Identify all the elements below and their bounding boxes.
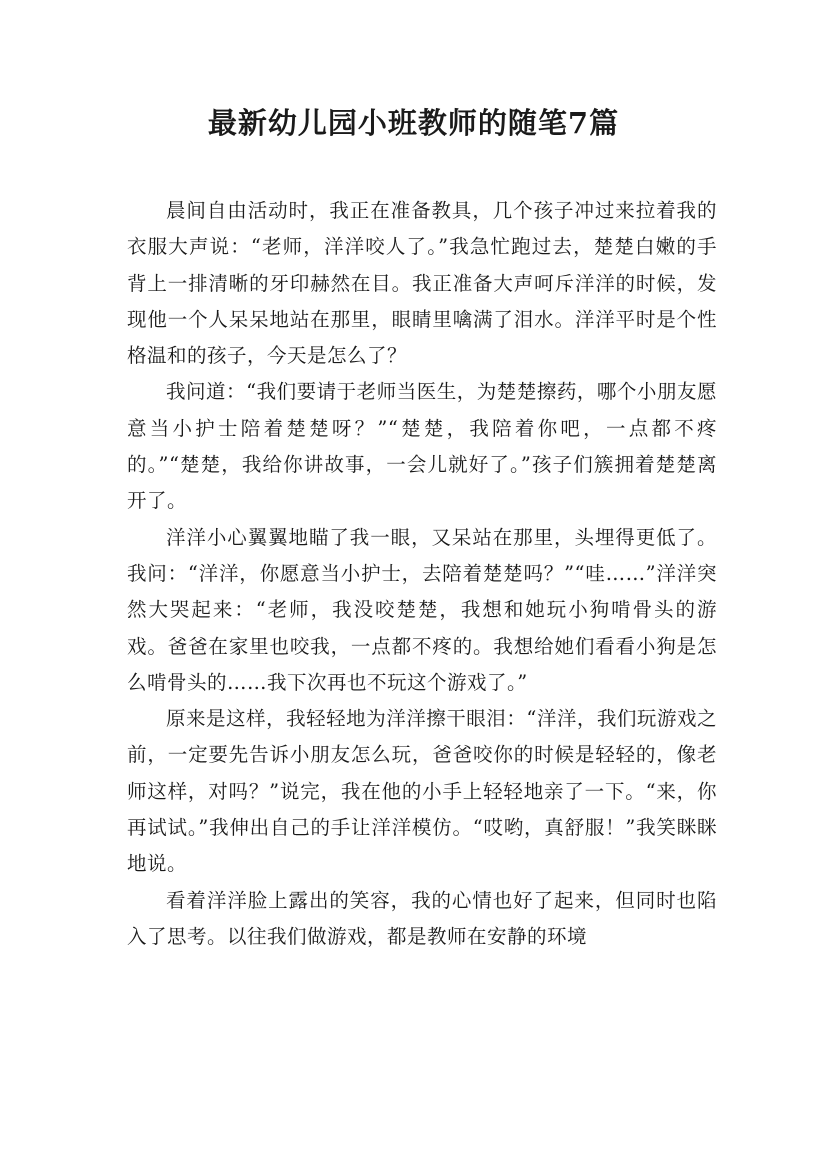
paragraph: 洋洋小心翼翼地瞄了我一眼，又呆站在那里，头埋得更低了。我问：“洋洋，你愿意当小护士，去陪着楚楚吗？”“哇……”洋洋突然大哭起来：“老师，我没咬楚楚，我想和她玩小狗啃骨头的游戏。爸爸在家里也咬我，一点都不疼的。我想给她们看看小狗是怎么啃骨头的……我下次再也不玩这个游戏了。” <box>127 525 717 694</box>
paragraph: 晨间自由活动时，我正在准备教具，几个孩子冲过来拉着我的衣服大声说：“老师，洋洋咬人了。”我急忙跑过去，楚楚白嫩的手背上一排清晰的牙印赫然在目。我正准备大声呵斥洋洋的时候，发现他一个人呆呆地站在那里，眼睛里噙满了泪水。洋洋平时是个性格温和的孩子，今天是怎么了？ <box>127 199 717 368</box>
paragraph: 看着洋洋脸上露出的笑容，我的心情也好了起来，但同时也陷入了思考。以往我们做游戏，都是教师在安静的环境 <box>127 888 717 948</box>
document-title: 最新幼儿园小班教师的随笔7篇 <box>207 106 620 140</box>
document-body <box>127 193 717 955</box>
paragraph: 我问道：“我们要请于老师当医生，为楚楚擦药，哪个小朋友愿意当小护士陪着楚楚呀？”“楚楚，我陪着你吧，一点都不疼的。”“楚楚，我给你讲故事，一会儿就好了。”孩子们簇拥着楚楚离开了。 <box>127 380 717 513</box>
paragraph: 原来是这样，我轻轻地为洋洋擦干眼泪：“洋洋，我们玩游戏之前，一定要先告诉小朋友怎么玩，爸爸咬你的时候是轻轻的，像老师这样，对吗？”说完，我在他的小手上轻轻地亲了一下。“来，你再试试。”我伸出自己的手让洋洋模仿。“哎哟，真舒服！”我笑眯眯地说。 <box>127 707 717 876</box>
